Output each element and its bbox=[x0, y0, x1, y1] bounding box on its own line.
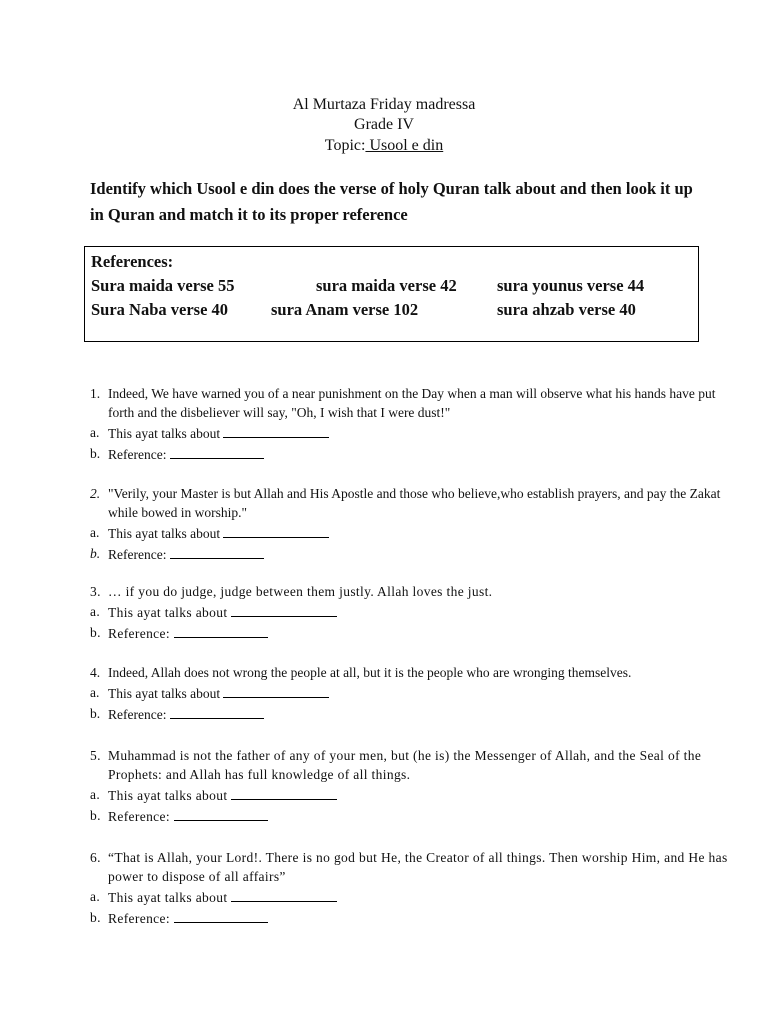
question-3 bbox=[90, 583, 730, 644]
answer-talks-about bbox=[90, 524, 730, 544]
answer-blank[interactable] bbox=[170, 545, 264, 559]
answer-marker: b. bbox=[90, 909, 101, 925]
reference-item: Sura Naba verse 40 bbox=[91, 300, 229, 319]
topic-line bbox=[0, 136, 768, 155]
answer-label: Reference: bbox=[108, 808, 170, 824]
question-number: 4. bbox=[90, 665, 101, 680]
question-number: 1. bbox=[90, 386, 101, 401]
answer-blank[interactable] bbox=[170, 705, 264, 719]
answer-label: Reference: bbox=[108, 446, 167, 462]
answer-marker: a. bbox=[90, 604, 101, 619]
answer-marker: a. bbox=[90, 524, 100, 540]
reference-item: sura Anam verse 102 bbox=[271, 300, 419, 319]
question-text: Muhammad is not the father of any of your men, but (he is) the Messenger of Allah, and the Seal of the Prophets: and Allah has full knowledge of all things. bbox=[108, 748, 702, 782]
question-5 bbox=[90, 747, 730, 826]
answer-reference bbox=[90, 705, 730, 725]
answer-marker: a. bbox=[90, 888, 101, 904]
answer-label: This ayat talks about bbox=[108, 525, 221, 541]
answer-label: This ayat talks about bbox=[108, 889, 228, 905]
reference-item: Sura maida verse 55 bbox=[91, 276, 235, 295]
answer-blank[interactable] bbox=[174, 624, 268, 638]
answer-talks-about bbox=[90, 786, 730, 806]
grade-label: Grade IV bbox=[354, 116, 414, 133]
answer-label: This ayat talks about bbox=[108, 686, 221, 701]
instructions: Identify which Usool e din does the verse of holy Quran talk about and then look it up in Quran and match it to its proper reference bbox=[90, 179, 693, 224]
question-number: 5. bbox=[90, 748, 101, 763]
question-number: 3. bbox=[90, 584, 101, 599]
answer-label: This ayat talks about bbox=[108, 605, 228, 620]
answer-blank[interactable] bbox=[174, 909, 268, 923]
question-1 bbox=[90, 385, 730, 464]
answer-marker: a. bbox=[90, 424, 100, 440]
question-text: Indeed, Allah does not wrong the people at all, but it is the people who are wronging themselves. bbox=[108, 665, 632, 680]
answer-blank[interactable] bbox=[223, 424, 329, 438]
answer-blank[interactable] bbox=[170, 445, 264, 459]
answer-reference bbox=[90, 545, 730, 565]
question-6 bbox=[90, 849, 730, 928]
answer-label: Reference: bbox=[108, 910, 170, 926]
answer-marker: b. bbox=[90, 445, 101, 461]
answer-talks-about bbox=[90, 424, 730, 444]
answer-blank[interactable] bbox=[174, 807, 268, 821]
answer-marker: b. bbox=[90, 545, 101, 561]
answer-marker: b. bbox=[90, 625, 101, 640]
answer-blank[interactable] bbox=[223, 524, 329, 538]
answer-marker: b. bbox=[90, 807, 101, 823]
answer-talks-about bbox=[90, 684, 730, 704]
answer-marker: a. bbox=[90, 786, 101, 802]
question-text: Indeed, We have warned you of a near punishment on the Day when a man will observe what his hands have put forth and the disbeliever will say, "Oh, I wish that I were dust!" bbox=[108, 386, 716, 420]
question-text: "Verily, your Master is but Allah and His Apostle and those who believe,who establish prayers, and pay the Zakat while bowed in worship." bbox=[108, 486, 721, 520]
answer-reference bbox=[90, 445, 730, 465]
references-box bbox=[84, 246, 699, 342]
answer-reference bbox=[90, 807, 730, 827]
answer-blank[interactable] bbox=[231, 786, 337, 800]
question-4 bbox=[90, 664, 730, 725]
answer-reference bbox=[90, 909, 730, 929]
topic-value: Usool e din bbox=[365, 137, 444, 154]
answer-label: This ayat talks about bbox=[108, 787, 228, 803]
answer-blank[interactable] bbox=[231, 603, 337, 617]
answer-reference bbox=[90, 624, 730, 644]
answer-talks-about bbox=[90, 603, 730, 623]
answer-marker: a. bbox=[90, 685, 100, 700]
topic-label: Topic: bbox=[324, 137, 366, 154]
references-title: References: bbox=[91, 252, 174, 271]
answer-talks-about bbox=[90, 888, 730, 908]
answer-marker: b. bbox=[90, 706, 101, 721]
answer-label: Reference: bbox=[108, 626, 170, 641]
reference-item: sura ahzab verse 40 bbox=[497, 300, 636, 319]
answer-label: Reference: bbox=[108, 707, 167, 722]
answer-blank[interactable] bbox=[223, 684, 329, 698]
answer-blank[interactable] bbox=[231, 888, 337, 902]
question-2 bbox=[90, 485, 730, 564]
school-name: Al Murtaza Friday madressa bbox=[292, 96, 476, 113]
answer-label: This ayat talks about bbox=[108, 425, 221, 441]
question-text: … if you do judge, judge between them justly. Allah loves the just. bbox=[108, 584, 493, 599]
reference-item: sura maida verse 42 bbox=[316, 276, 457, 295]
question-number: 2. bbox=[90, 486, 101, 501]
reference-item: sura younus verse 44 bbox=[497, 276, 645, 295]
question-number: 6. bbox=[90, 850, 101, 865]
question-text: “That is Allah, your Lord!. There is no god but He, the Creator of all things. Then worship Him, and He has power to dispose of all affairs” bbox=[108, 850, 728, 884]
answer-label: Reference: bbox=[108, 546, 167, 562]
